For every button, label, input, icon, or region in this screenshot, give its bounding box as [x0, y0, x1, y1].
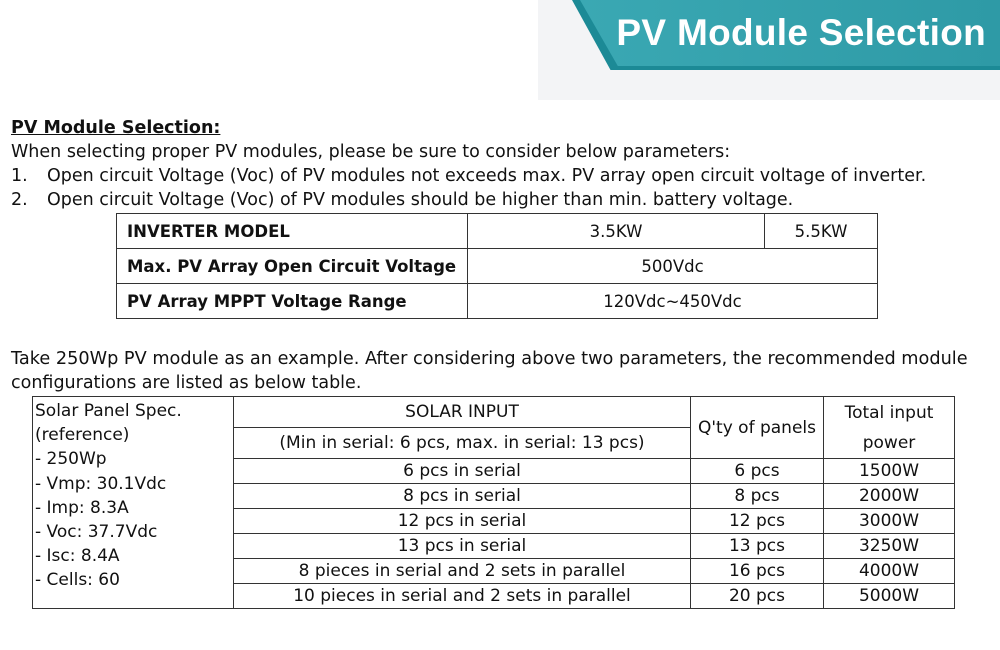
- inverter-table: [116, 213, 878, 319]
- intro-lead: When selecting proper PV modules, please be sure to consider below parameters:: [11, 142, 731, 162]
- power-cell: 3250W: [824, 534, 955, 559]
- power-cell: 3000W: [824, 509, 955, 534]
- power-cell: 4000W: [824, 559, 955, 584]
- config-table: [32, 396, 955, 609]
- config-cell: 10 pieces in serial and 2 sets in parallel: [234, 584, 691, 609]
- model-value: 5.5KW: [765, 214, 878, 249]
- mppt-label: PV Array MPPT Voltage Range: [117, 284, 468, 319]
- spec-line: - 250Wp: [35, 449, 107, 470]
- banner-title: PV Module Selection: [616, 12, 986, 53]
- qty-cell: 16 pcs: [691, 559, 824, 584]
- table-row: [117, 284, 878, 319]
- list-item: [11, 165, 926, 188]
- table-row: [117, 214, 878, 249]
- banner: [538, 0, 1000, 100]
- spec-line: Solar Panel Spec.: [35, 401, 182, 421]
- power-header-line: Total input: [844, 402, 934, 423]
- power-header: [824, 397, 955, 459]
- mppt-value: 120Vdc~450Vdc: [468, 284, 878, 319]
- spec-line: - Vmp: 30.1Vdc: [35, 473, 167, 494]
- qty-cell: 13 pcs: [691, 534, 824, 559]
- config-cell: 8 pieces in serial and 2 sets in parallel: [234, 559, 691, 584]
- spec-line: (reference): [35, 425, 130, 446]
- voc-label: Max. PV Array Open Circuit Voltage: [117, 249, 468, 284]
- config-cell: 8 pcs in serial: [234, 484, 691, 509]
- solar-input-subheader: (Min in serial: 6 pcs, max. in serial: 13 pcs): [234, 428, 691, 459]
- qty-header: Q'ty of panels: [691, 397, 824, 459]
- qty-cell: 20 pcs: [691, 584, 824, 609]
- config-cell: 12 pcs in serial: [234, 509, 691, 534]
- qty-cell: 8 pcs: [691, 484, 824, 509]
- spec-line: - Imp: 8.3A: [35, 497, 129, 518]
- model-value: 3.5KW: [468, 214, 765, 249]
- config-cell: 13 pcs in serial: [234, 534, 691, 559]
- table-row: [33, 397, 955, 428]
- example-line: Take 250Wp PV module as an example. After considering above two parameters, the recommended module: [11, 349, 968, 369]
- power-cell: 1500W: [824, 459, 955, 484]
- panel-spec: [33, 397, 234, 609]
- list-item-text: Open circuit Voltage (Voc) of PV modules not exceeds max. PV array open circuit voltage of inverter.: [47, 166, 927, 186]
- config-cell: 6 pcs in serial: [234, 459, 691, 484]
- table-row: [117, 249, 878, 284]
- model-label: INVERTER MODEL: [117, 214, 468, 249]
- qty-cell: 6 pcs: [691, 459, 824, 484]
- list-item-text: Open circuit Voltage (Voc) of PV modules should be higher than min. battery voltage.: [47, 190, 794, 210]
- spec-line: - Voc: 37.7Vdc: [35, 522, 158, 543]
- power-cell: 5000W: [824, 584, 955, 609]
- example-line: configurations are listed as below table.: [11, 373, 362, 393]
- section-heading: PV Module Selection:: [11, 118, 221, 138]
- list-item-number: 2.: [11, 190, 28, 210]
- spec-line: - Cells: 60: [35, 570, 120, 591]
- power-cell: 2000W: [824, 484, 955, 509]
- voc-value: 500Vdc: [468, 249, 878, 284]
- list-item: [11, 189, 793, 212]
- qty-cell: 12 pcs: [691, 509, 824, 534]
- solar-input-header: SOLAR INPUT: [234, 397, 691, 428]
- spec-line: - Isc: 8.4A: [35, 546, 120, 567]
- power-header-line: power: [862, 432, 916, 453]
- list-item-number: 1.: [11, 166, 28, 186]
